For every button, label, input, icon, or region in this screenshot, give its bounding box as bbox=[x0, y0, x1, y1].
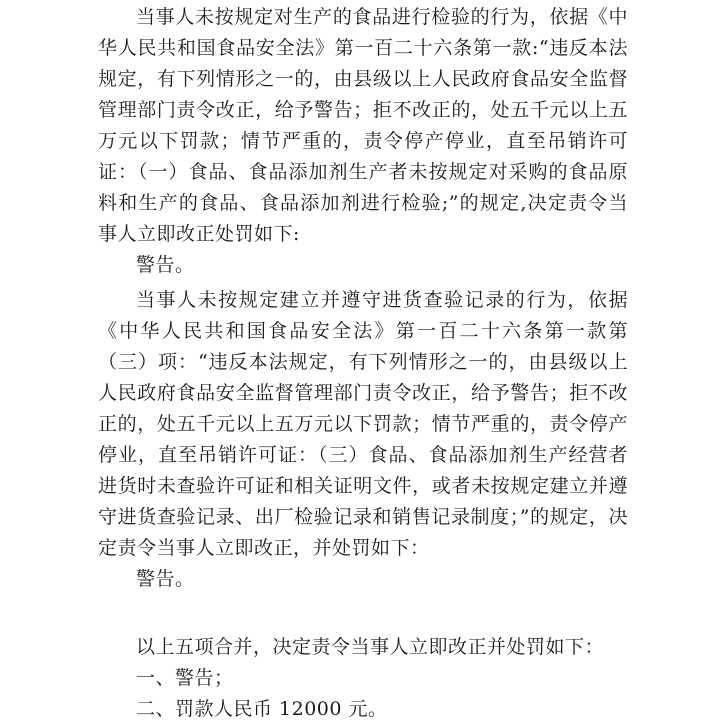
paragraph-combined-decision: 以上五项合并，决定责令当事人立即改正并处罚如下： bbox=[136, 636, 605, 658]
paragraph-penalty-warning-2: 警告。 bbox=[136, 568, 195, 590]
paragraph-item-warning: 一、警告； bbox=[136, 667, 234, 689]
paragraph-penalty-warning-1: 警告。 bbox=[136, 254, 195, 276]
paragraph-item-fine: 二、罚款人民币 12000 元。 bbox=[136, 698, 388, 720]
paragraph-inspection-violation: 当事人未按规定对生产的食品进行检验的行为，依据《中华人民共和国食品安全法》第一百二十六条第一款:“违反本法规定，有下列情形之一的，由县级以上人民政府食品安全监督管理部门责令改正，给予警告；拒不改正的，处五千元以上五万元以下罚款；情节严重的，责令停产停业，直至吊销许可证：（一）食品、食品添加剂生产者未按规定对采购的食品原料和生产的食品、食品添加剂进行检验;”的规定,决定责令当事人立即改正处罚如下: bbox=[98, 6, 628, 245]
paragraph-record-violation: 当事人未按规定建立并遵守进货查验记录的行为，依据《中华人民共和国食品安全法》第一百二十六条第一款第（三）项：“违反本法规定，有下列情形之一的，由县级以上人民政府食品安全监督管理部门责令改正，给予警告；拒不改正的，处五千元以上五万元以下罚款；情节严重的，责令停产停业，直至吊销许可证：（三）食品、食品添加剂生产经营者进货时未查验许可证和相关证明文件，或者未按规定建立并遵守进货查验记录、出厂检验记录和销售记录制度；”的规定，决定责令当事人立即改正，并处罚如下： bbox=[98, 289, 628, 559]
document-body bbox=[98, 0, 628, 725]
